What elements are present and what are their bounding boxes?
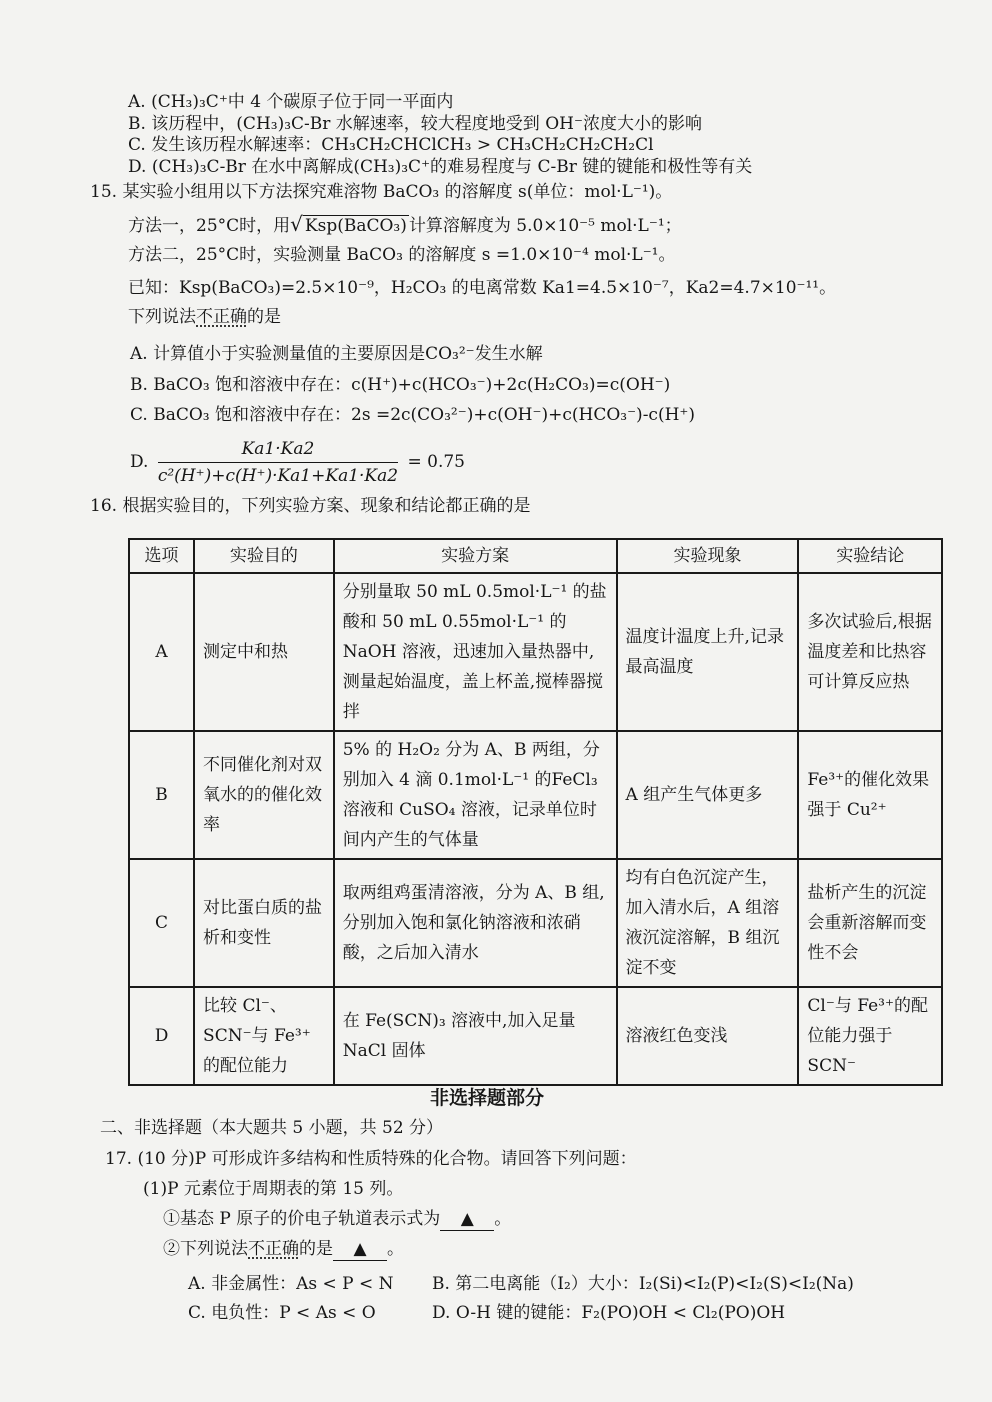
q15-question (128, 306, 281, 328)
q15-question-pre: 下列说法 (128, 307, 196, 327)
q17-option-a: A. 非金属性：As < P < N (188, 1274, 394, 1294)
q15-option-b: B. BaCO₃ 饱和溶液中存在：c(H⁺)+c(HCO₃⁻)+2c(H₂CO₃)=c(OH⁻) (130, 375, 671, 395)
q15-option-d-value: = 0.75 (407, 452, 465, 472)
q15-method2: 方法二，25°C时，实验测量 BaCO₃ 的溶解度 s =1.0×10⁻⁴ mol·L⁻¹。 (128, 245, 676, 265)
row-plan: 取两组鸡蛋清溶液，分为 A、B 组,分别加入饱和氯化钠溶液和浓硝酸，之后加入清水 (334, 859, 617, 987)
q17-sub1: (1)P 元素位于周期表的第 15 列。 (143, 1179, 404, 1199)
q15-method1-pre: 方法一，25°C时，用 (128, 216, 291, 236)
table-header-row (129, 539, 942, 573)
section-title: 非选择题部分 (430, 1087, 545, 1109)
row-conclusion: Cl⁻与 Fe³⁺的配位能力强于 SCN⁻ (798, 987, 942, 1085)
header-phenomenon: 实验现象 (617, 539, 799, 573)
row-option: B (129, 731, 194, 859)
q17-item1-period: 。 (494, 1209, 512, 1229)
q17-item1 (163, 1208, 511, 1231)
row-plan: 5% 的 H₂O₂ 分为 A、B 两组，分别加入 4 滴 0.1mol·L⁻¹ 的FeCl₃ 溶液和 CuSO₄ 溶液，记录单位时间内产生的气体量 (334, 731, 617, 859)
q15-option-c: C. BaCO₃ 饱和溶液中存在：2s =2c(CO₃²⁻)+c(OH⁻)+c(HCO₃⁻)-c(H⁺) (130, 405, 696, 425)
q17-item2-pre: ②下列说法 (163, 1239, 248, 1259)
row-phenomenon: 均有白色沉淀产生，加入清水后，A 组溶液沉淀溶解，B 组沉淀不变 (617, 859, 799, 987)
row-plan: 在 Fe(SCN)₃ 溶液中,加入足量 NaCl 固体 (334, 987, 617, 1085)
q15-method1-post: 计算溶解度为 5.0×10⁻⁵ mol·L⁻¹； (408, 216, 682, 236)
q17-option-c: C. 电负性：P < As < O (188, 1303, 376, 1323)
q15-question-post: 的是 (247, 307, 281, 327)
row-phenomenon: 溶液红色变浅 (617, 987, 799, 1085)
q15-known: 已知：Ksp(BaCO₃)=2.5×10⁻⁹，H₂CO₃ 的电离常数 Ka1=4.5×10⁻⁷，Ka2=4.7×10⁻¹¹。 (128, 278, 837, 298)
q14-option-d: D. (CH₃)₃C-Br 在水中离解成(CH₃)₃C⁺的难易程度与 C-Br 键的键能和极性等有关 (128, 157, 753, 177)
row-option: D (129, 987, 194, 1085)
header-goal: 实验目的 (194, 539, 334, 573)
q15-method1 (128, 213, 682, 237)
answer-blank: ▲ (333, 1238, 387, 1261)
fraction-numerator: Ka1·Ka2 (158, 437, 398, 463)
fraction-denominator: c²(H⁺)+c(H⁺)·Ka1+Ka1·Ka2 (157, 466, 399, 486)
table-row (129, 987, 942, 1085)
row-goal: 测定中和热 (194, 573, 334, 731)
q17-stem: 17. (10 分)P 可形成许多结构和性质特殊的化合物。请回答下列问题： (105, 1149, 637, 1169)
q17-item2-emph: 不正确 (248, 1239, 299, 1259)
table-row (129, 731, 942, 859)
row-conclusion: 盐析产生的沉淀会重新溶解而变性不会 (798, 859, 942, 987)
experiment-table (128, 538, 943, 1086)
row-goal: 比较 Cl⁻、SCN⁻与 Fe³⁺的配位能力 (194, 987, 334, 1085)
header-plan: 实验方案 (334, 539, 617, 573)
header-conclusion: 实验结论 (798, 539, 942, 573)
q14-option-a: A. (CH₃)₃C⁺中 4 个碳原子位于同一平面内 (128, 92, 454, 112)
q17-option-d: D. O-H 键的键能：F₂(PO)OH < Cl₂(PO)OH (432, 1303, 786, 1323)
q15-question-emph: 不正确 (196, 307, 247, 327)
q15-option-d (130, 437, 465, 488)
row-phenomenon: A 组产生气体更多 (617, 731, 799, 859)
q17-item2-mid: 的是 (299, 1239, 333, 1259)
answer-blank: ▲ (440, 1208, 494, 1231)
row-plan: 分别量取 50 mL 0.5mol·L⁻¹ 的盐酸和 50 mL 0.55mol·L⁻¹ 的NaOH 溶液，迅速加入量热器中,测量起始温度，盖上杯盖,搅棒器搅拌 (334, 573, 617, 731)
q17-option-b: B. 第二电离能（I₂）大小：I₂(Si)<I₂(P)<I₂(S)<I₂(Na) (432, 1274, 854, 1294)
q15-method1-sqrt: Ksp(BaCO₃) (304, 216, 407, 236)
q15-option-d-label: D. (130, 452, 149, 472)
row-conclusion: 多次试验后,根据温度差和比热容可计算反应热 (798, 573, 942, 731)
sqrt-symbol: √ (290, 212, 303, 236)
row-goal: 对比蛋白质的盐析和变性 (194, 859, 334, 987)
q15-stem: 15. 某实验小组用以下方法探究难溶物 BaCO₃ 的溶解度 s(单位：mol·L⁻¹)。 (90, 182, 673, 202)
q17-item2-period: 。 (387, 1239, 404, 1259)
table-row (129, 859, 942, 987)
row-option: A (129, 573, 194, 731)
section-heading: 二、非选择题（本大题共 5 小题，共 52 分） (100, 1118, 444, 1138)
q14-option-b: B. 该历程中，(CH₃)₃C-Br 水解速率，较大程度地受到 OH⁻浓度大小的影响 (128, 114, 702, 134)
q15-option-a: A. 计算值小于实验测量值的主要原因是CO₃²⁻发生水解 (130, 344, 543, 364)
row-option: C (129, 859, 194, 987)
table-row (129, 573, 942, 731)
q16-stem: 16. 根据实验目的，下列实验方案、现象和结论都正确的是 (90, 496, 531, 516)
q17-item1-text: ①基态 P 原子的价电子轨道表示式为 (163, 1209, 441, 1229)
q15-option-d-fraction (158, 437, 398, 488)
row-conclusion: Fe³⁺的催化效果强于 Cu²⁺ (798, 731, 942, 859)
header-option: 选项 (129, 539, 194, 573)
row-phenomenon: 温度计温度上升,记录最高温度 (617, 573, 799, 731)
q14-option-c: C. 发生该历程水解速率：CH₃CH₂CHClCH₃ > CH₃CH₂CH₂CH₂Cl (128, 135, 654, 155)
row-goal: 不同催化剂对双氧水的的催化效率 (194, 731, 334, 859)
q17-item2 (163, 1238, 404, 1261)
